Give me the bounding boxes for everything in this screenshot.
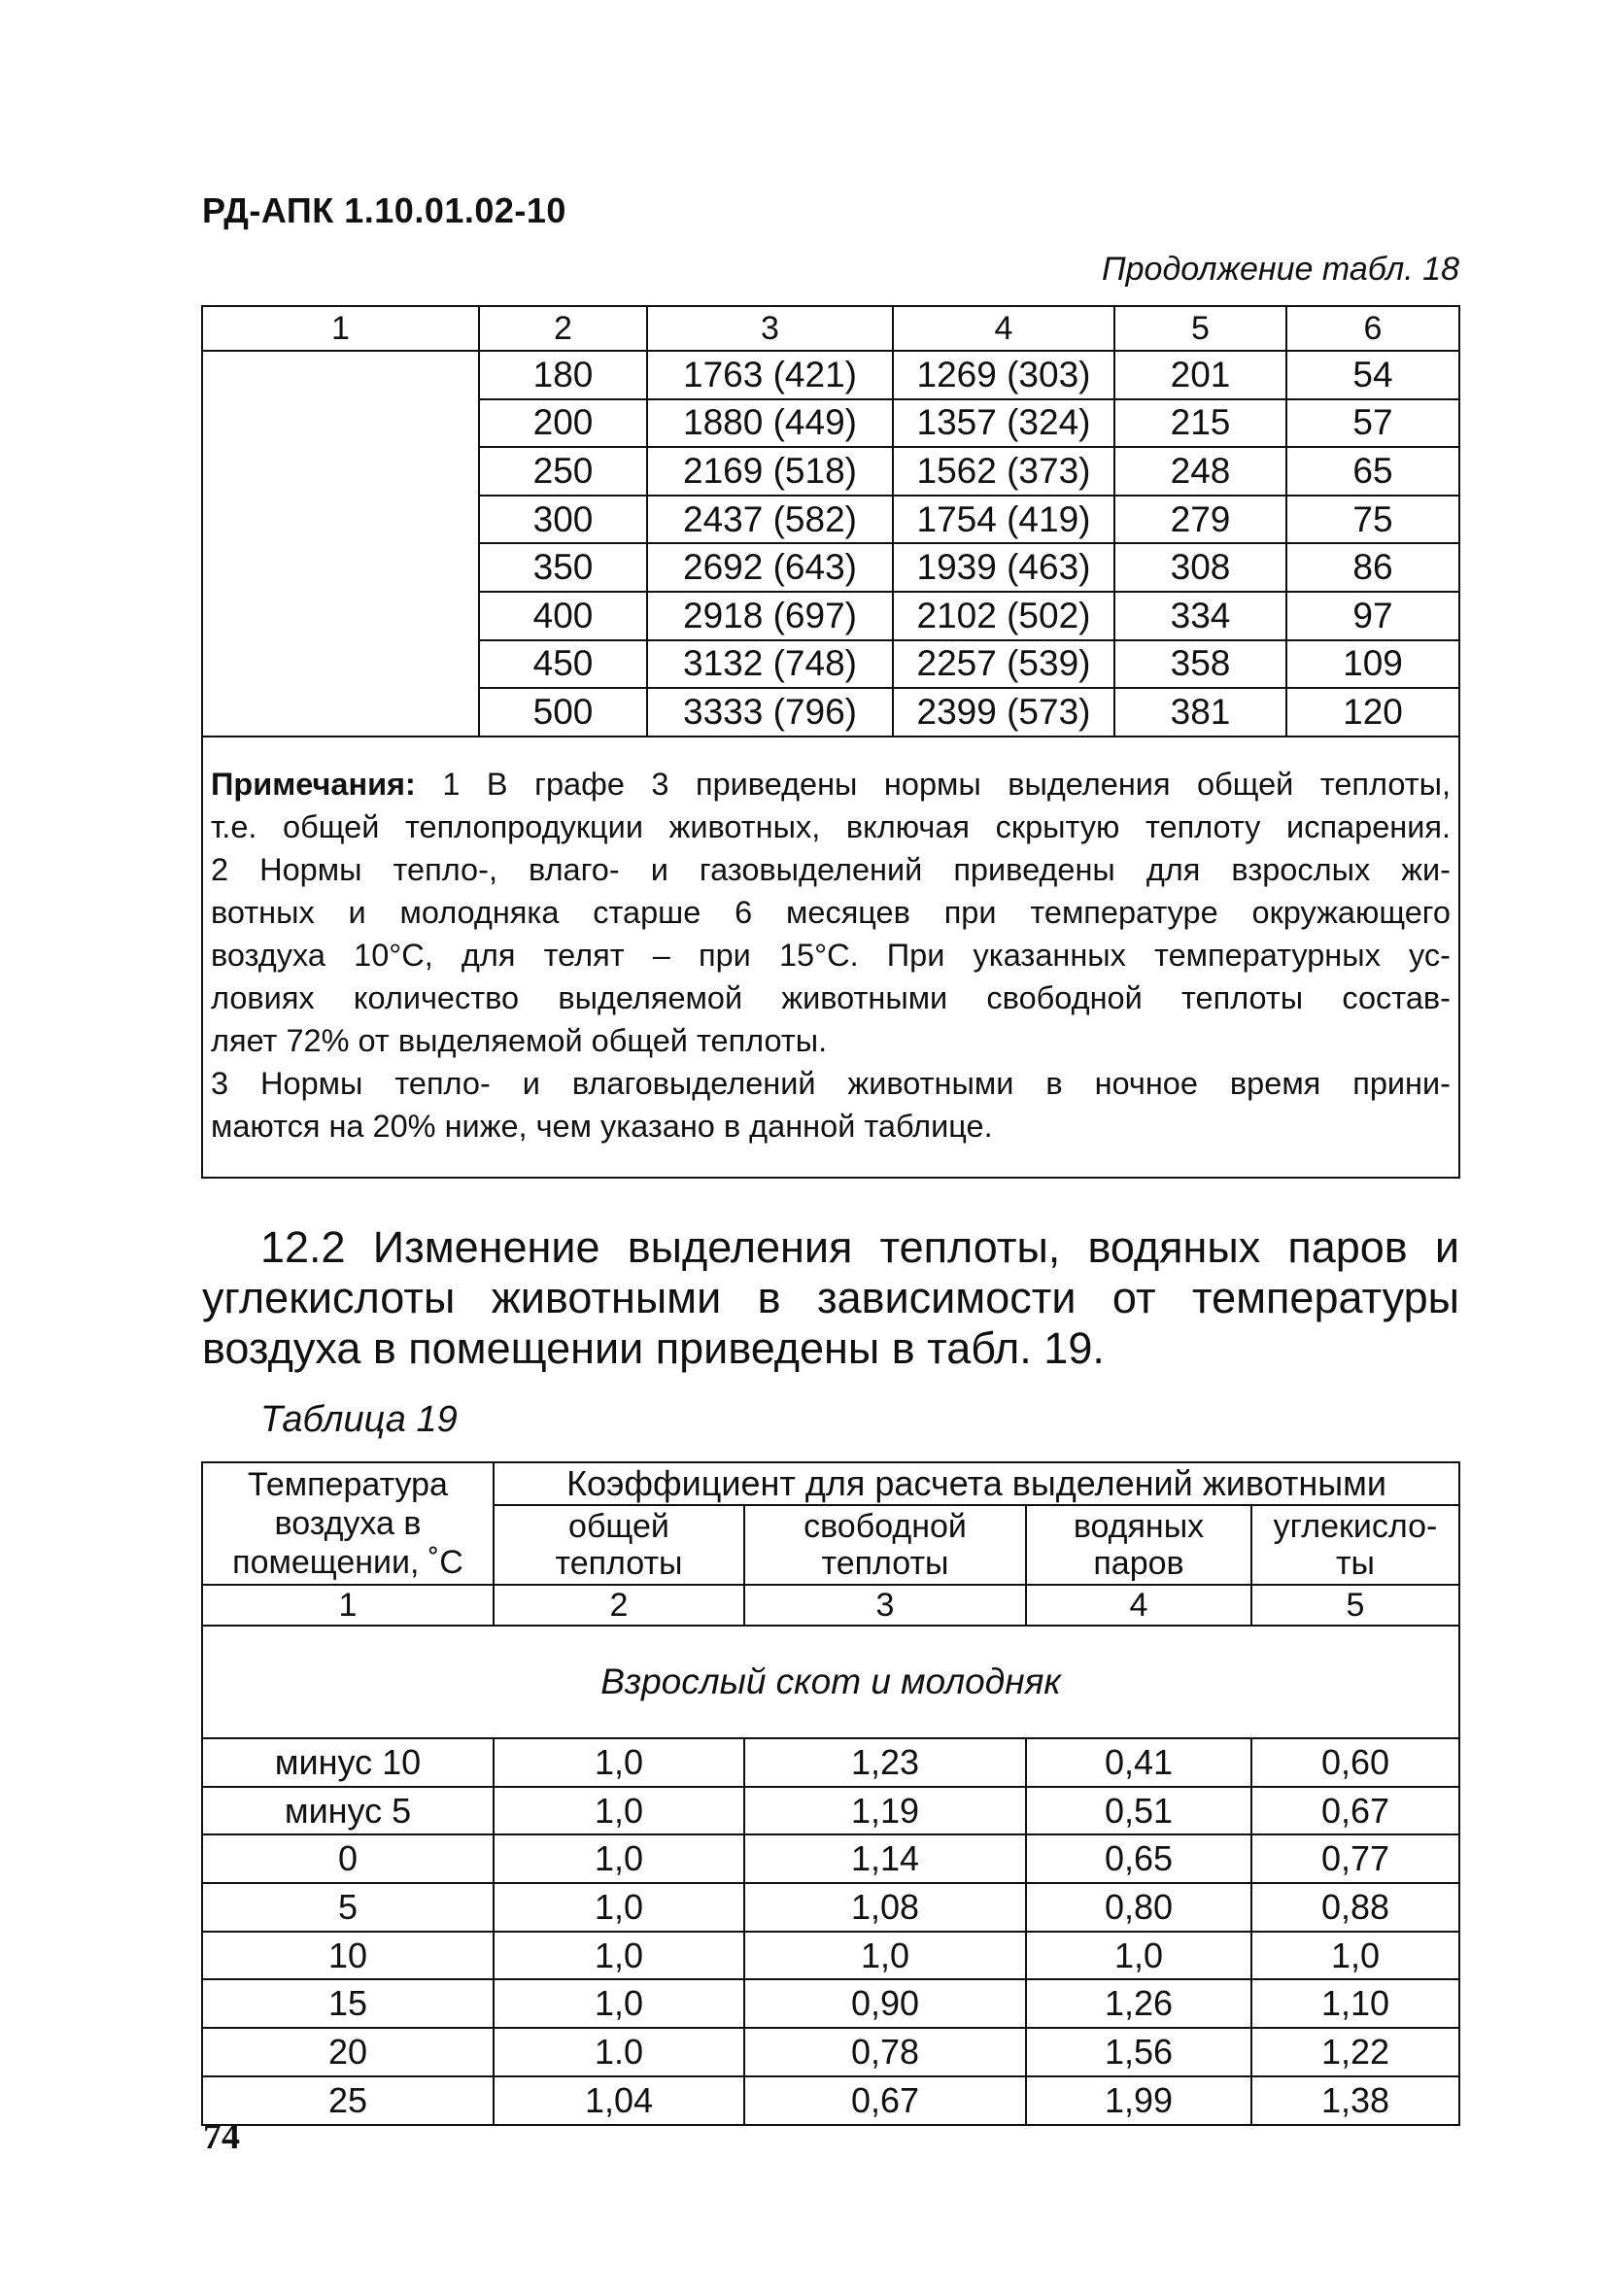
page-number: 74 (203, 2116, 240, 2157)
header-line: ты (1335, 1545, 1375, 1582)
table-cell: 381 (1114, 688, 1286, 737)
notes-line: ловиях количество выделяемой животными свободной теплоты состав- (211, 979, 1451, 1015)
table-18-column-numbers (202, 306, 1459, 351)
table-cell: 109 (1286, 640, 1459, 689)
table-cell: минус 5 (202, 1787, 494, 1835)
table-row (202, 1979, 1459, 2028)
table-cell: 0,51 (1026, 1787, 1251, 1835)
column-number: 3 (647, 306, 893, 351)
header-line: паров (1093, 1545, 1184, 1582)
table-cell: 0,67 (744, 2076, 1026, 2125)
table-18-continuation-caption: Продолжение табл. 18 (1102, 251, 1459, 288)
column-number: 1 (202, 306, 479, 351)
table-cell: 450 (479, 640, 647, 689)
table-cell: 1269 (303) (893, 351, 1114, 399)
table-cell: 1,0 (494, 1834, 744, 1883)
header-line: водяных (1073, 1508, 1205, 1545)
table-cell: 200 (479, 399, 647, 448)
paragraph-line: углекислоты животными в зависимости от температуры (202, 1273, 1459, 1322)
notes-line: 2 Нормы тепло-, влаго- и газовыделений приведены для взрослых жи- (211, 851, 1451, 887)
table-cell: 2257 (539) (893, 640, 1114, 689)
document-code: РД-АПК 1.10.01.02-10 (202, 190, 566, 230)
table-cell: 1754 (419) (893, 496, 1114, 544)
header-line: свободной (804, 1508, 967, 1545)
table-cell: 97 (1286, 592, 1459, 640)
table-cell: 3132 (748) (647, 640, 893, 689)
table-cell: 308 (1114, 543, 1286, 592)
table-row (202, 1787, 1459, 1835)
table-cell: 1763 (421) (647, 351, 893, 399)
table-cell: 201 (1114, 351, 1286, 399)
table-cell: 1357 (324) (893, 399, 1114, 448)
table-cell: 0,78 (744, 2028, 1026, 2076)
table-cell: 1,0 (494, 1932, 744, 1980)
table-19-caption: Таблица 19 (260, 1399, 458, 1440)
table-19 (201, 1461, 1460, 2126)
table-cell: 1,08 (744, 1883, 1026, 1932)
table-row (202, 1738, 1459, 1787)
notes-line: маются на 20% ниже, чем указано в данной таблице. (211, 1108, 993, 1144)
column-number: 2 (494, 1585, 744, 1626)
notes-row (202, 737, 1459, 1178)
subheader-free-heat (744, 1505, 1026, 1585)
table-cell: 0,90 (744, 1979, 1026, 2028)
notes-text: 1 В графе 3 приведены нормы выделения общей теплоты, (415, 766, 1451, 802)
paragraph-line: 12.2 Изменение выделения теплоты, водяных паров и (260, 1222, 1459, 1272)
group-title: Взрослый скот и молодняк (202, 1626, 1459, 1738)
column-number: 6 (1286, 306, 1459, 351)
table-cell: 15 (202, 1979, 494, 2028)
table-cell: 0,80 (1026, 1883, 1251, 1932)
table-cell: 1,0 (1026, 1932, 1251, 1980)
notes-line: 3 Нормы тепло- и влаговыделений животными в ночное время прини- (211, 1065, 1451, 1101)
table-cell: 75 (1286, 496, 1459, 544)
table-cell: 0,67 (1251, 1787, 1459, 1835)
table-cell: 3333 (796) (647, 688, 893, 737)
subheader-carbon-dioxide (1251, 1505, 1459, 1585)
table-cell: 500 (479, 688, 647, 737)
notes-line: т.е. общей теплопродукции животных, включая скрытую теплоту испарения. (211, 808, 1451, 844)
table-cell: 1,99 (1026, 2076, 1251, 2125)
table-cell: 86 (1286, 543, 1459, 592)
table-cell: 1,22 (1251, 2028, 1459, 2076)
table-19-header (202, 1462, 1459, 1505)
column-number: 1 (202, 1585, 494, 1626)
table-cell: 10 (202, 1932, 494, 1980)
table-cell: 279 (1114, 496, 1286, 544)
table-cell: 400 (479, 592, 647, 640)
table-row (202, 1834, 1459, 1883)
table-row (202, 2028, 1459, 2076)
table-cell: 25 (202, 2076, 494, 2125)
table-cell: 0,77 (1251, 1834, 1459, 1883)
notes-line (211, 763, 1451, 805)
table-cell: 1,0 (1251, 1932, 1459, 1980)
blank-first-column (202, 351, 479, 737)
table-cell: 0,41 (1026, 1738, 1251, 1787)
table-cell: 1,0 (494, 1787, 744, 1835)
table-cell: 1,38 (1251, 2076, 1459, 2125)
coefficient-header: Коэффициент для расчета выделений животными (494, 1462, 1459, 1505)
table-cell: 0 (202, 1834, 494, 1883)
table-cell: 1939 (463) (893, 543, 1114, 592)
table-cell: 180 (479, 351, 647, 399)
table-cell: 5 (202, 1883, 494, 1932)
table-cell: 1.0 (494, 2028, 744, 2076)
table-cell: 20 (202, 2028, 494, 2076)
table-18 (201, 305, 1460, 1179)
table-row (202, 1883, 1459, 1932)
table-cell: 358 (1114, 640, 1286, 689)
table-cell: 2399 (573) (893, 688, 1114, 737)
table-cell: 0,65 (1026, 1834, 1251, 1883)
table-cell: 120 (1286, 688, 1459, 737)
header-line: теплоты (555, 1545, 683, 1582)
group-row (202, 1626, 1459, 1738)
table-cell: 215 (1114, 399, 1286, 448)
table-cell: минус 10 (202, 1738, 494, 1787)
header-line: теплоты (821, 1545, 949, 1582)
column-number: 4 (1026, 1585, 1251, 1626)
table-cell: 1,19 (744, 1787, 1026, 1835)
column-number: 2 (479, 306, 647, 351)
table-cell: 1562 (373) (893, 447, 1114, 496)
column-number: 4 (893, 306, 1114, 351)
table-cell: 1,14 (744, 1834, 1026, 1883)
paragraph-line: воздуха в помещении приведены в табл. 19. (202, 1323, 1105, 1373)
subheader-water-vapor (1026, 1505, 1251, 1585)
subheader-total-heat (494, 1505, 744, 1585)
table-cell: 1,0 (494, 1883, 744, 1932)
table-cell: 2437 (582) (647, 496, 893, 544)
table-cell: 250 (479, 447, 647, 496)
column-number: 5 (1114, 306, 1286, 351)
table-cell: 1,0 (494, 1979, 744, 2028)
table-cell: 2102 (502) (893, 592, 1114, 640)
notes-line: ляет 72% от выделяемой общей теплоты. (211, 1022, 828, 1058)
header-line: углекисло- (1273, 1508, 1438, 1545)
table-cell: 1,26 (1026, 1979, 1251, 2028)
table-cell: 1,10 (1251, 1979, 1459, 2028)
notes-title: Примечания: (211, 766, 416, 802)
table-19-column-numbers (202, 1585, 1459, 1626)
column-number: 5 (1251, 1585, 1459, 1626)
table-cell: 248 (1114, 447, 1286, 496)
table-cell: 1,23 (744, 1738, 1026, 1787)
table-cell: 0,88 (1251, 1883, 1459, 1932)
table-cell: 2918 (697) (647, 592, 893, 640)
temperature-header (202, 1462, 494, 1585)
header-line: воздуха в (274, 1505, 422, 1542)
table-cell: 300 (479, 496, 647, 544)
table-cell: 2169 (518) (647, 447, 893, 496)
table-cell: 1,04 (494, 2076, 744, 2125)
table-cell: 1,56 (1026, 2028, 1251, 2076)
table-row (202, 351, 1459, 399)
table-cell: 54 (1286, 351, 1459, 399)
body-paragraph (202, 1222, 1459, 1374)
table-row (202, 2076, 1459, 2125)
table-cell: 0,60 (1251, 1738, 1459, 1787)
table-cell: 2692 (643) (647, 543, 893, 592)
header-line: помещении, ˚С (232, 1544, 463, 1581)
header-line: Температура (248, 1466, 448, 1503)
table-cell: 350 (479, 543, 647, 592)
table-row (202, 1932, 1459, 1980)
notes-line: вотных и молодняка старше 6 месяцев при температуре окружающего (211, 894, 1451, 930)
header-line: общей (568, 1508, 669, 1545)
table-cell: 65 (1286, 447, 1459, 496)
table-cell: 334 (1114, 592, 1286, 640)
notes-line: воздуха 10°С, для телят – при 15°С. При указанных температурных ус- (211, 937, 1451, 973)
table-cell: 57 (1286, 399, 1459, 448)
table-cell: 1,0 (494, 1738, 744, 1787)
table-cell: 1,0 (744, 1932, 1026, 1980)
notes (202, 737, 1459, 1178)
table-cell: 1880 (449) (647, 399, 893, 448)
column-number: 3 (744, 1585, 1026, 1626)
